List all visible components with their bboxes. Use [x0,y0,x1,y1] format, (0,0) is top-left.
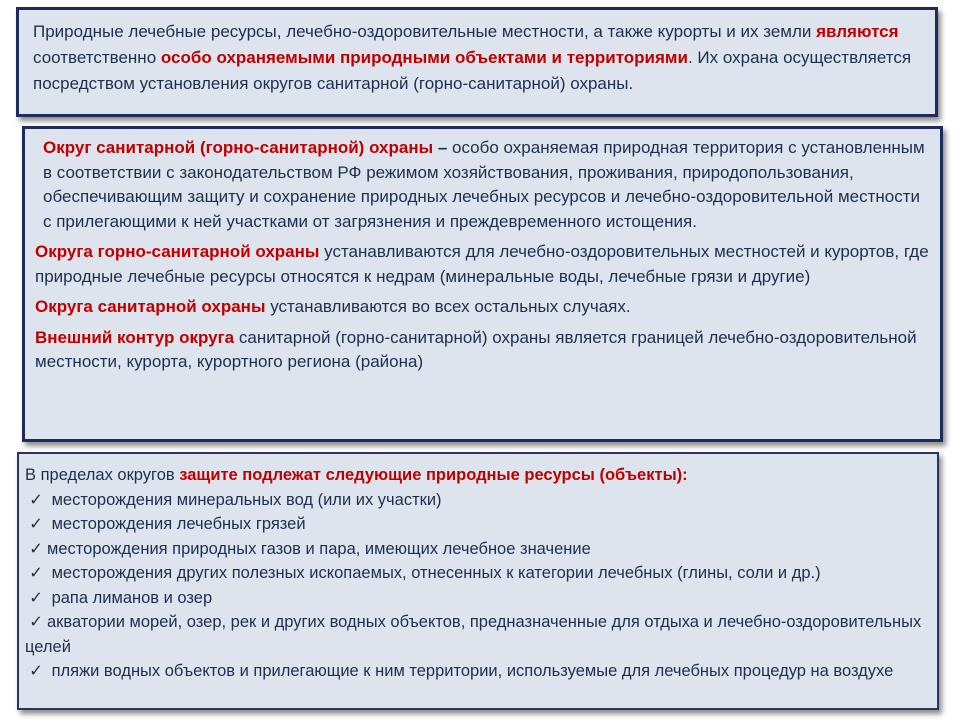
list-item [25,586,929,611]
definition-district [35,136,930,234]
list-item [25,512,929,537]
protected-resources-panel [17,452,939,710]
definition-outer-contour-text: санитарной (горно-санитарной) охраны является границей лечебно-оздоровительной местности, курорта, курортного региона (района) [35,327,917,371]
definition-mountain-sanitary-term: Округа горно-санитарной охраны [35,242,320,261]
checkmark-icon: ✓ [29,564,43,582]
list-item [25,659,929,684]
definition-sanitary-term: Округа санитарной охраны [35,297,266,316]
checkmark-icon: ✓ [29,539,43,558]
checkmark-icon: ✓ [29,588,43,607]
intro-text-c: . Их охрана осуществляется посредством установления округов санитарной (горно-санитарной) охраны. [33,48,912,93]
list-item-text: месторождения лечебных грязей [47,515,306,533]
definition-district-dash: – [433,138,448,157]
definition-sanitary-text: устанавливаются во всех остальных случаях. [265,297,631,316]
list-item-text: акватории морей, озер, рек и других водных объектов, предназначенные для отдыха и лечебно-оздоровительных целей [25,613,922,656]
protected-resources-intro-highlight: защите подлежат следующие природные ресурсы (объекты): [179,466,688,484]
intro-highlight-protected: особо охраняемыми природными объектами и территориями [160,48,688,67]
intro-highlight-are: являются [816,22,899,41]
definition-outer-contour [35,326,930,375]
list-item [25,561,929,586]
list-item-text: месторождения природных газов и пара, имеющих лечебное значение [47,539,591,558]
list-item-text: месторождения минеральных вод (или их участки) [47,490,442,509]
protected-resources-intro [25,463,929,488]
list-item-text: месторождения других полезных ископаемых, отнесенных к категории лечебных (глины, соли и др.) [47,564,821,582]
list-item [25,488,929,513]
intro-panel [16,7,938,117]
checkmark-icon: ✓ [29,662,43,680]
intro-text-b: соответственно [33,48,161,67]
definition-mountain-sanitary-text: устанавливаются для лечебно-оздоровительных местностей и курортов, где природные лечебные ресурсы относятся к недрам (минеральные воды, лечебные грязи и другие) [35,242,929,286]
intro-paragraph [33,19,923,97]
list-item-text: рапа лиманов и озер [47,588,213,607]
checkmark-icon: ✓ [29,515,43,533]
checkmark-icon: ✓ [29,490,43,509]
list-item [25,610,929,659]
intro-text-a: Природные лечебные ресурсы, лечебно-оздоровительные местности, а также курорты и их земли [33,22,817,41]
definition-mountain-sanitary [35,240,930,289]
definition-district-term: Округ санитарной (горно-санитарной) охраны [43,138,434,157]
definitions-panel [22,126,943,442]
list-item [25,537,929,562]
definition-outer-contour-term: Внешний контур округа [35,327,235,347]
definition-district-text: особо охраняемая природная территория с установленным в соответствии с законодательством РФ режимом хозяйствования, проживания, природопользования, обеспечивающим защиту и сохранение природных лечебных ресурсов и лечебно-оздоровительной местности с прилегающими к ней участками от загрязнения и преждевременного истощения. [43,138,925,231]
list-item-text: пляжи водных объектов и прилегающие к ним территории, используемые для лечебных процедур на воздухе [47,662,894,680]
protected-resources-intro-text: В пределах округов [25,466,180,484]
checkmark-icon: ✓ [29,613,43,631]
definition-sanitary [35,295,930,320]
